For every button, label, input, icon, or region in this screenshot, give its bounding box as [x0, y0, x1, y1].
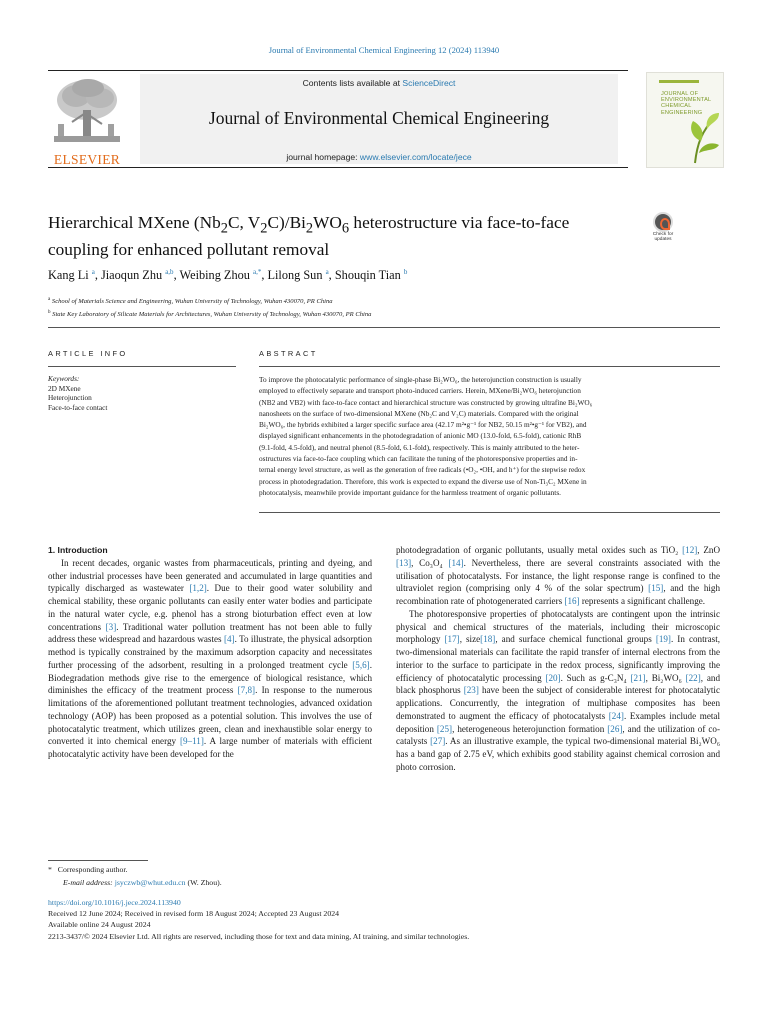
journal-homepage-link[interactable]: www.elsevier.com/locate/jece — [359, 152, 472, 162]
body-text: , and the high recombination rate of photogenerated carriers — [396, 583, 720, 606]
body-text: , ZnO — [697, 545, 721, 555]
author-affiliation-mark[interactable]: a,* — [252, 268, 262, 276]
contents-line — [140, 78, 618, 88]
affiliation — [48, 294, 371, 307]
abstract-line: displayed significant enhancements in the photodegradation of anionic MO (13.0-fold, 6.5-fold), cationic RhB — [259, 431, 582, 441]
footnote-rule — [48, 860, 148, 861]
body-text: represents a significant challenge. — [579, 596, 706, 606]
journal-reference[interactable]: Journal of Environmental Chemical Engineering 12 (2024) 113940 — [268, 45, 500, 55]
author[interactable]: Weibing Zhou — [179, 268, 250, 283]
body-column-left — [48, 544, 372, 761]
title-text: Hierarchical MXene (Nb — [48, 213, 221, 232]
citation-link[interactable]: [15] — [648, 583, 664, 594]
abstract-bottom-rule — [259, 512, 720, 513]
cover-line: ENGINEERING — [661, 109, 703, 116]
body-text: The photoresponsive properties of photocatalysts are contingent upon the intrinsic physical and chemical structures of the materials, including their microscopic morphology — [396, 608, 720, 645]
title-subscript: 2 — [305, 220, 314, 237]
body-text: . In response to the numerous limitations of the aforementioned pollutant treatment technologies, advanced oxidation technology (AOP) has been proposed as a potential solution. This involves the use of photocatalytic treatment, which utilizes green, clean and inexhaustible solar energy to converted it into chemical energy — [48, 685, 372, 747]
footnote-mark: * — [48, 865, 52, 874]
article-title — [48, 212, 618, 261]
keywords-label: Keywords: — [48, 374, 80, 383]
abstract-line: employed to effectively separate and transport photo-induced carriers. Herein, MXene/Bi₂WO₆ heterojunction — [259, 386, 581, 396]
header-divider — [48, 327, 720, 328]
received-dates: Received 12 June 2024; Received in revised form 18 August 2024; Accepted 23 August 2024 — [48, 909, 340, 919]
body-text: , heterogeneous heterojunction formation — [452, 723, 608, 734]
body-text: . Examples include metal deposition — [396, 710, 720, 734]
body-text: have been the subject of considerable interest for photocatalytic applications. Concurrently, the integration of multiphase composites has been demonstrated to augment the efficacy of photocatalysts — [396, 685, 720, 721]
body-text: . Such as g-C₃N₄ — [560, 672, 631, 683]
title-text: C)/Bi — [267, 213, 306, 232]
abstract-text — [259, 374, 720, 498]
body-text: . As an illustrative example, the typical two-dimensional material Bi₂WO₆ has a band gap of 2.75 eV, which exhibits good stability against chemical corrosion and photo corrosion. — [396, 736, 720, 772]
title-subscript: 2 — [260, 220, 268, 237]
corresponding-author-note — [48, 864, 222, 877]
citation-link[interactable]: [19] — [655, 634, 671, 645]
abstract-heading: ABSTRACT — [259, 349, 318, 358]
elsevier-tree-icon — [48, 74, 126, 148]
sciencedirect-link[interactable]: ScienceDirect — [402, 78, 456, 88]
body-text: , and black phosphorus — [396, 672, 720, 696]
citation-link[interactable]: [14] — [448, 557, 464, 568]
cover-line: JOURNAL OF — [661, 91, 699, 97]
footnote-text: Corresponding author. — [57, 865, 128, 874]
article-info-rule — [48, 366, 236, 367]
body-text: . Biodegradation methods give rise to the emergence of biological resistance, which diminishes the efficacy of the treatment process — [48, 659, 372, 696]
publisher-name: ELSEVIER — [53, 152, 121, 167]
author-affiliation-mark[interactable]: a — [325, 268, 329, 276]
body-text: In recent decades, organic wastes from pharmaceuticals, printing and dyeing, and other industrial processes have been generated and accumulated in large quantities and typically discharged as wastewater — [48, 557, 372, 594]
keyword: Heterojunction — [48, 393, 92, 403]
masthead-top-rule — [48, 70, 628, 71]
citation-link[interactable]: [7,8] — [237, 685, 256, 696]
author-affiliation-mark[interactable]: a — [91, 268, 95, 276]
author[interactable]: Shouqin Tian — [334, 268, 401, 283]
abstract-line: photocatalysis, meanwhile provide important guidance for the harmless treatment of organic pollutants. — [259, 487, 561, 497]
title-text: heterostructure via face-to-face — [349, 213, 570, 232]
affiliation-mark: b — [48, 310, 51, 316]
abstract-line: process in photodegradation. Therefore, this work is expected to expand the diverse use of Non-Ti₃C₂ MXene in — [259, 476, 587, 486]
publisher-logo[interactable] — [48, 74, 126, 166]
leaf-icon — [687, 109, 721, 165]
author[interactable]: Kang Li — [48, 268, 89, 283]
affiliation-mark: a — [48, 297, 51, 302]
body-text: . Nevertheless, there are several constraints associated with the utilisation of photocatalysts. For instance, the light response range is confined to the ultraviolet region (comprising only 4 % of the solar spectrum) — [396, 557, 720, 594]
article-info-heading: ARTICLE INFO — [48, 349, 128, 358]
citation-link[interactable]: [1,2] — [189, 583, 207, 594]
author[interactable]: Lilong Sun — [267, 268, 323, 283]
cover-line: CHEMICAL — [661, 103, 692, 110]
citation-link[interactable]: [25] — [436, 723, 453, 734]
abstract-line: (NB2 and VB2) with face-to-face contact and hierarchical structure was constructed by growing ultrafine Bi₂WO₆ — [259, 397, 593, 407]
keyword: Face-to-face contact — [48, 402, 108, 412]
paragraph — [48, 557, 372, 761]
citation-link[interactable]: [4] — [223, 634, 235, 645]
available-online: Available online 24 August 2024 — [48, 920, 151, 930]
journal-cover-thumbnail[interactable] — [646, 72, 724, 168]
contents-prefix: Contents lists available at — [302, 78, 403, 88]
citation-link[interactable]: [17] — [444, 634, 460, 645]
affiliations — [48, 294, 371, 321]
abstract-line: nanosheets on the surface of two-dimensional MXene (Nb₂C and V₂C) materials. Compared with the original — [259, 408, 579, 418]
email-link[interactable]: jsyczwb@whut.edu.cn — [114, 877, 186, 887]
body-text: . Due to their good water solubility and chemical stability, these organic pollutants can easily enter water bodies and participate in the natural water cycle, e.g. phenol has a strong bioturbation effect even at low concentrations — [48, 583, 372, 632]
abstract-line: ostructures via face-to-face coupling which can facilitate the tuning of the photoresponsive properties and in- — [259, 454, 578, 464]
body-text: . Traditional water pollution treatment has not been able to fully address these widespread and hazardous wastes — [48, 621, 372, 645]
copyright-notice: 2213-3437/© 2024 Elsevier Ltd. All rights are reserved, including those for text and data mining, AI training, and similar technologies. — [48, 931, 470, 941]
check-updates-label: updates — [654, 237, 672, 242]
title-subscript: 6 — [341, 220, 350, 237]
abstract-rule — [259, 366, 720, 367]
body-text: , and surface chemical functional groups — [495, 634, 656, 645]
body-text: , Co₃O₄ — [411, 557, 449, 568]
abstract-line: To improve the photocatalytic performance of single-phase Bi₂WO₆, the heterojunction construction is usually — [259, 375, 582, 384]
author[interactable]: Jiaoqun Zhu — [100, 268, 163, 283]
abstract-line: (9.1-fold, 4.5-fold), and neutral phenol (8.5-fold, 6.1-fold), respectively. This is mainly attributed to the heter- — [259, 442, 580, 452]
check-updates-label: Check for — [652, 232, 674, 237]
citation-link[interactable]: [27] — [430, 736, 446, 747]
citation-link[interactable]: [16] — [564, 596, 580, 606]
body-text: . A large number of materials with efficient photocatalytic activity have been developed for the — [48, 736, 372, 759]
abstract-line: Bi₂WO₆, the hybrids exhibited a larger specific surface area (42.17 m²•g⁻¹ for NB2, 50.15 m²•g⁻¹ for VB2), and — [259, 420, 587, 430]
check-updates-icon — [653, 212, 673, 232]
body-column-right — [396, 544, 720, 774]
check-for-updates-button[interactable] — [646, 212, 680, 244]
citation-link[interactable]: [24] — [608, 710, 624, 721]
publication-info — [48, 897, 469, 942]
body-text: , and the utilization of co-catalysts — [396, 723, 720, 747]
homepage-line — [140, 152, 618, 162]
author-list: Kang Li $^a$, Jiaoqun Zhu $^{a,b}$, Weibing Zhou $^{a,*}$, Lilong Sun $^a$, Shouqin Tian $^b$ — [48, 268, 408, 283]
paragraph — [396, 544, 720, 608]
section-heading-introduction: 1. Introduction — [48, 545, 108, 555]
affiliation — [48, 307, 371, 320]
doi-link[interactable]: https://doi.org/10.1016/j.jece.2024.113940 — [48, 898, 181, 907]
body-text: , Bi₂WO₆ — [645, 672, 686, 683]
author-affiliation-mark[interactable]: b — [403, 268, 408, 276]
cover-accent-bar — [659, 80, 699, 83]
citation-link[interactable]: [21] — [630, 672, 646, 683]
affiliation-text: School of Materials Science and Engineering, Wuhan University of Technology, Wuhan 430070, PR China — [51, 298, 333, 306]
citation-link[interactable]: [12] — [682, 545, 698, 555]
body-text: photodegradation of organic pollutants, usually metal oxides such as TiO₂ — [396, 545, 683, 555]
keyword: 2D MXene — [48, 383, 81, 393]
citation-link[interactable]: [23] — [463, 685, 479, 696]
citation-link[interactable]: [9–11] — [179, 736, 204, 747]
affiliation-text: State Key Laboratory of Silicate Materials for Architectures, Wuhan University of Technology, Wuhan 430070, PR China — [52, 311, 372, 319]
homepage-prefix: journal homepage: — [286, 152, 360, 162]
paragraph — [396, 608, 720, 774]
masthead-center — [140, 74, 618, 164]
citation-link[interactable]: [18] — [480, 634, 496, 645]
title-subscript: 2 — [220, 220, 228, 237]
cover-line: ENVIRONMENTAL — [661, 97, 712, 104]
citation-link[interactable]: [13] — [396, 557, 412, 568]
journal-masthead — [48, 70, 628, 166]
footnotes — [48, 864, 222, 889]
body-text: . In contrast, two-dimensional materials can facilitate the rapid transfer of internal electrons from the interior to the surface to participate in the redox process, significantly improving the efficiency of photocatalytic processing — [396, 634, 721, 683]
citation-link[interactable]: [26] — [607, 723, 623, 734]
citation-link[interactable]: [3] — [105, 621, 117, 632]
email-label: E-mail address: — [63, 877, 113, 887]
footnote-text: (W. Zhou). — [185, 877, 222, 887]
email-note — [48, 877, 222, 890]
author-affiliation-mark[interactable]: a,b — [165, 268, 174, 276]
journal-title[interactable]: Journal of Environmental Chemical Engineering — [208, 108, 550, 128]
citation-link[interactable]: [22] — [685, 672, 701, 683]
title-text: coupling for enhanced pollutant removal — [48, 240, 330, 260]
masthead-bottom-rule — [48, 167, 628, 168]
body-text: , size — [459, 634, 481, 645]
citation-link[interactable]: [5,6] — [352, 659, 370, 670]
citation-link[interactable]: [20] — [545, 672, 561, 683]
title-text: C, V — [227, 213, 261, 232]
abstract-line: ternal energy level structure, as well as the generation of free radicals (•O₂, •OH, and h⁺) for the stepwise redox — [259, 465, 586, 475]
title-text: WO — [313, 213, 342, 232]
keywords-block — [48, 374, 107, 412]
body-text: . To illustrate, the physical adsorption method is typically constrained by the maximum adsorption capacity and necessitates further processing of the adsorbent, resulting in a prolonged treatment cycle — [48, 634, 372, 670]
